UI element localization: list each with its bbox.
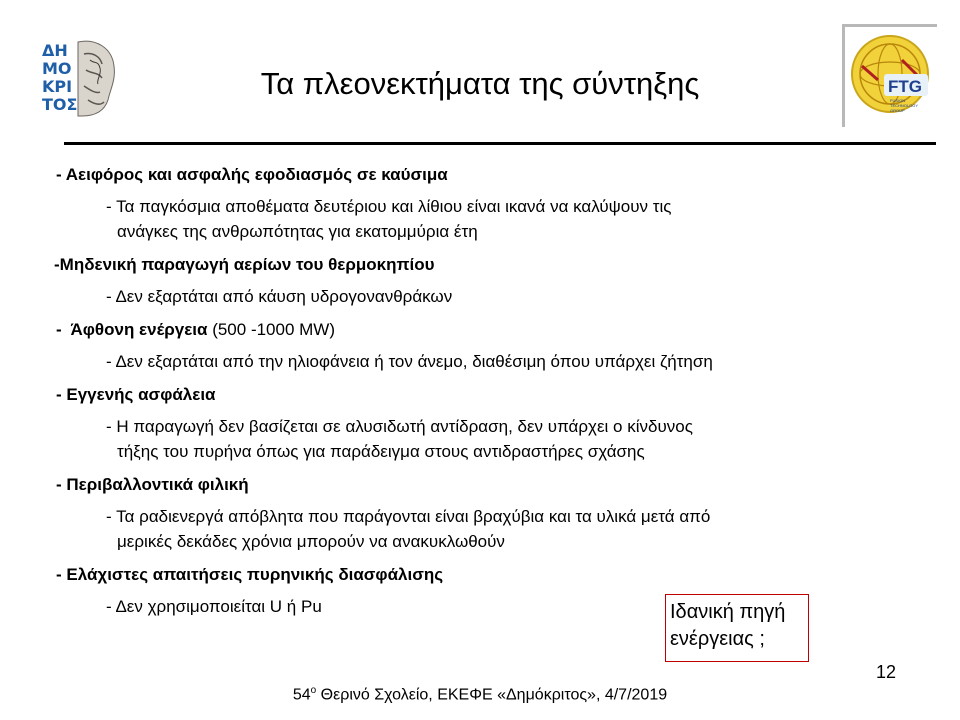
slide-title: Τα πλεονεκτήματα της σύντηξης (260, 66, 700, 101)
ideal-source-callout (665, 594, 809, 662)
advantage-heading: - Ελάχιστες απαιτήσεις πυρηνικής διασφάλισης (56, 565, 444, 584)
svg-text:GROUP: GROUP (890, 108, 905, 113)
advantages-list (56, 164, 896, 619)
svg-text:ΔΗ: ΔΗ (42, 41, 68, 60)
callout-line: Ιδανική πηγή (670, 601, 786, 623)
advantage-detail: - Δεν χρησιμοποιείται U ή Pu (106, 597, 322, 616)
svg-text:ΤΟΣ: ΤΟΣ (42, 95, 78, 114)
advantage-detail: ανάγκες της ανθρωπότητας για εκατομμύρια έτη (117, 222, 478, 241)
advantage-detail: - Δεν εξαρτάται από κάυση υδρογονανθράκων (106, 287, 453, 306)
advantage-detail: μερικές δεκάδες χρόνια μπορούν να ανακυκλωθούν (117, 532, 505, 551)
svg-text:ΜΟ: ΜΟ (42, 59, 72, 78)
svg-text:ΚΡΙ: ΚΡΙ (42, 77, 73, 96)
svg-text:FUSION: FUSION (890, 98, 906, 103)
advantage-detail: - Η παραγωγή δεν βασίζεται σε αλυσιδωτή αντίδραση, δεν υπάρχει ο κίνδυνος (106, 417, 693, 436)
page-number: 12 (876, 662, 897, 682)
advantage-heading: - Άφθονη ενέργεια (500 -1000 MW) (56, 320, 336, 339)
footer: $54^o$ Θερινό Σχολείο, ΕΚΕΦΕ «Δημόκριτος», 4/7/2019 (292, 685, 668, 704)
svg-text:TECHNOLOGY: TECHNOLOGY (890, 103, 919, 108)
advantage-detail: - Τα ραδιενεργά απόβλητα που παράγονται είναι βραχύβια και τα υλικά μετά από (106, 507, 711, 526)
title-divider (64, 142, 936, 145)
advantage-detail: - Τα παγκόσμια αποθέματα δευτέριου και λίθιου είναι ικανά να καλύψουν τις (106, 197, 672, 216)
svg-text:FTG: FTG (888, 77, 922, 96)
advantage-heading: -Μηδενική παραγωγή αερίων του θερμοκηπίου (54, 255, 435, 274)
advantage-detail: τήξης του πυρήνα όπως για παράδειγμα στους αντιδραστήρες σχάσης (117, 442, 645, 461)
advantage-heading: - Αειφόρος και ασφαλής εφοδιασμός σε καύσιμα (56, 165, 448, 184)
callout-line: ενέργειας ; (670, 628, 765, 650)
advantage-detail: - Δεν εξαρτάται από την ηλιοφάνεια ή τον άνεμο, διαθέσιμη όπου υπάρχει ζήτηση (106, 352, 713, 371)
advantage-heading: - Εγγενής ασφάλεια (56, 385, 216, 404)
advantage-heading: - Περιβαλλοντικά φιλική (56, 475, 249, 494)
